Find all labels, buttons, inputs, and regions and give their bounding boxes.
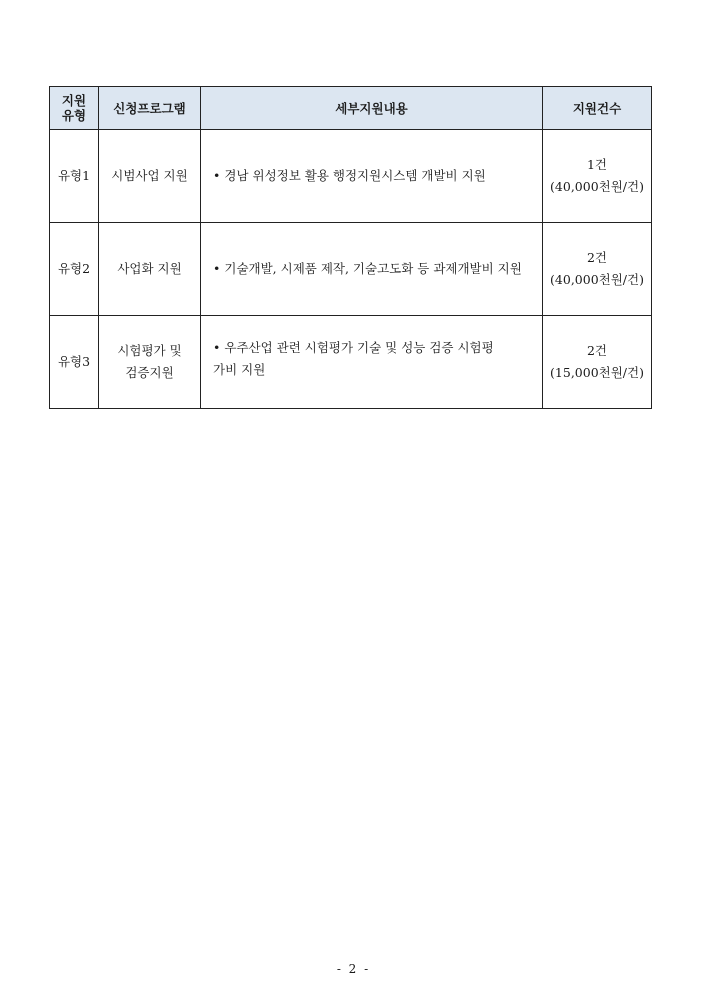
table-row (50, 316, 652, 409)
detail-line1-wrap (213, 337, 534, 359)
header-type-line2: 유형 (61, 108, 87, 123)
program-line1: 시범사업 지원 (111, 168, 188, 183)
count-line1: 1건 (586, 157, 608, 172)
bullet-icon: • (213, 340, 221, 355)
detail-line1: 경남 위성정보 활용 행정지원시스템 개발비 지원 (224, 168, 486, 183)
program-line1: 사업화 지원 (117, 261, 182, 276)
cell-count (543, 223, 652, 316)
cell-detail (201, 223, 543, 316)
table-header-row (50, 87, 652, 130)
cell-count (543, 130, 652, 223)
support-table (49, 86, 652, 409)
cell-program (99, 130, 201, 223)
cell-count (543, 316, 652, 409)
detail-line1: 기술개발, 시제품 제작, 기술고도화 등 과제개발비 지원 (224, 261, 522, 276)
count-line2: (15,000천원/건) (550, 365, 644, 380)
program-line1: 시험평가 및 (117, 343, 182, 358)
cell-detail (201, 316, 543, 409)
bullet-icon: • (213, 168, 221, 183)
count-line2: (40,000천원/건) (550, 179, 644, 194)
header-detail: 세부지원내용 (201, 87, 543, 130)
cell-program (99, 223, 201, 316)
table-row (50, 223, 652, 316)
detail-line2: 가비 지원 (213, 362, 266, 377)
cell-type: 유형3 (50, 316, 99, 409)
bullet-icon: • (213, 261, 221, 276)
table-row (50, 130, 652, 223)
header-count: 지원건수 (543, 87, 652, 130)
program-line2: 검증지원 (125, 365, 174, 380)
count-line2: (40,000천원/건) (550, 272, 644, 287)
count-line1: 2건 (586, 250, 608, 265)
header-program: 신청프로그램 (99, 87, 201, 130)
header-support-type (50, 87, 99, 130)
cell-detail (201, 130, 543, 223)
count-line1: 2건 (586, 343, 608, 358)
cell-type: 유형2 (50, 223, 99, 316)
cell-type: 유형1 (50, 130, 99, 223)
cell-program (99, 316, 201, 409)
page-number: - 2 - (336, 962, 371, 976)
header-type-line1: 지원 (61, 93, 87, 108)
detail-line1: 우주산업 관련 시험평가 기술 및 성능 검증 시험평 (224, 340, 494, 355)
